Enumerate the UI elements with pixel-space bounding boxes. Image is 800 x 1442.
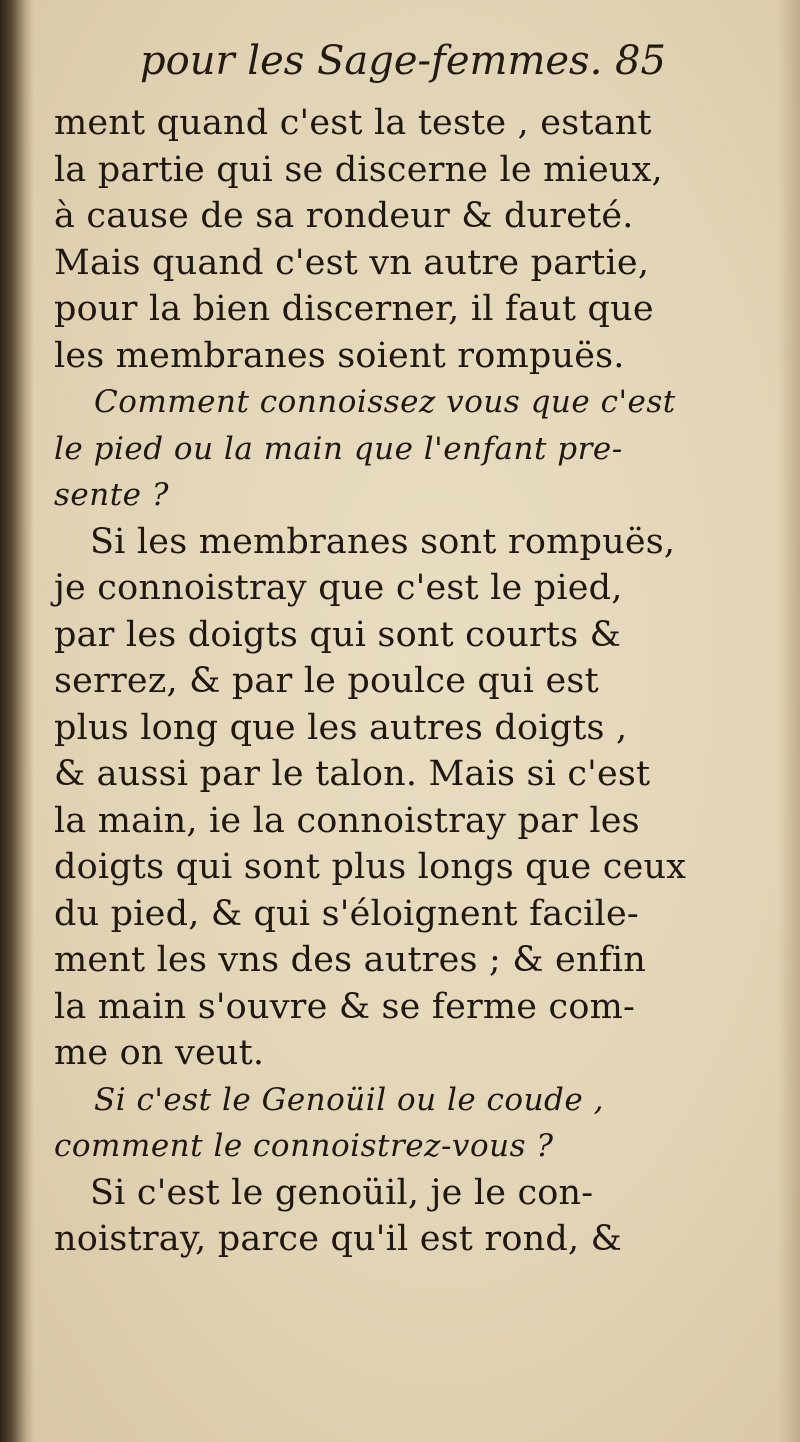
- running-head: [140, 38, 666, 84]
- text-line: je connoistray que c'est le pied,: [54, 568, 623, 608]
- text-line: & aussi par le talon. Mais si c'est: [54, 754, 651, 794]
- text-line: plus long que les autres doigts ,: [54, 707, 628, 748]
- question-line: comment le connoistrez-vous ?: [54, 1128, 554, 1164]
- text-line: serrez, & par le poulce qui est: [54, 661, 599, 701]
- question-line: Si c'est le Genoüil ou le coude ,: [94, 1081, 604, 1118]
- running-title: pour les Sage-femmes.: [140, 38, 603, 84]
- text-line: Si c'est le genoüil, je le con-: [90, 1172, 594, 1213]
- text-line: les membranes soient rompuës.: [54, 335, 625, 376]
- text-line: doigts qui sont plus longs que ceux: [54, 847, 687, 887]
- question-line: sente ?: [54, 477, 169, 513]
- text-line: me on veut.: [54, 1033, 265, 1073]
- text-line: la partie qui se discerne le mieux,: [54, 149, 663, 190]
- text-line: à cause de sa rondeur & dureté.: [54, 196, 634, 236]
- text-line: Mais quand c'est vn autre partie,: [54, 242, 650, 283]
- text-line: la main, ie la connoistray par les: [54, 800, 640, 841]
- text-line: Si les membranes sont rompuës,: [90, 521, 676, 562]
- question-line: Comment connoissez vous que c'est: [94, 384, 676, 420]
- question-line: le pied ou la main que l'enfant pre-: [54, 430, 623, 467]
- page-edge-shadow: [778, 0, 800, 1442]
- text-line: noistray, parce qu'il est rond, &: [54, 1219, 622, 1259]
- text-line: ment les vns des autres ; & enfin: [54, 940, 646, 980]
- text-line: du pied, & qui s'éloignent facile-: [54, 893, 639, 934]
- book-binding-shadow: [0, 0, 34, 1442]
- text-line: ment quand c'est la teste , estant: [54, 103, 652, 143]
- text-line: par les doigts qui sont courts &: [54, 614, 622, 655]
- text-line: la main s'ouvre & se ferme com-: [54, 986, 636, 1027]
- text-line: pour la bien discerner, il faut que: [54, 289, 654, 329]
- body-text: [54, 100, 687, 1263]
- page-number: 85: [615, 38, 666, 84]
